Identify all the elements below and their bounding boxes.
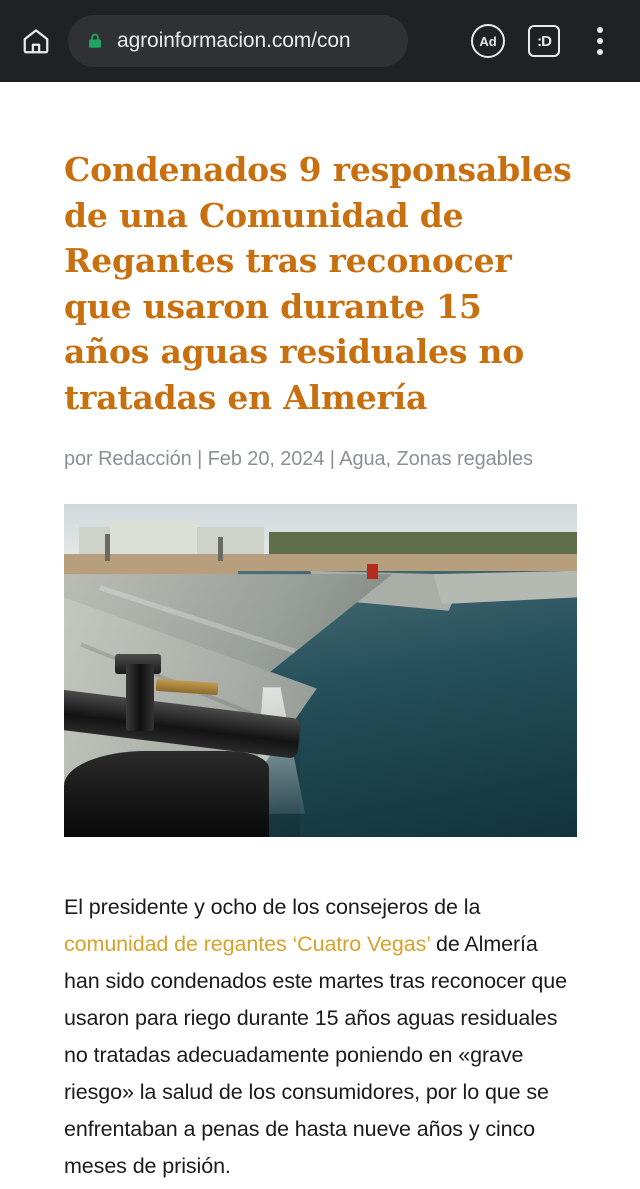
home-icon	[21, 26, 51, 56]
article-page	[0, 82, 640, 1189]
ad-block-button[interactable]	[462, 15, 514, 67]
page-title: Condenados 9 responsables de una Comunidad de Regantes tras reconocer que usaron durante 15 años aguas residuales no tratadas en Almería	[64, 150, 572, 417]
comunidad-regantes-link[interactable]: comunidad de regantes ‘Cuatro Vegas’	[64, 932, 431, 957]
url-text: agroinformacion.com/con	[117, 29, 351, 52]
body-text-rest: de Almería han sido condenados este martes tras reconocer que usaron para riego durante 15 años aguas residuales no tratadas adecuadamente poniendo en «grave riesgo» la salud de los consumidores, por lo que se enfrentaban a penas de hasta nueve años y cinco meses de prisión.	[64, 932, 567, 1178]
kebab-menu-icon	[597, 27, 603, 55]
red-marker	[367, 564, 378, 579]
fence-post	[105, 534, 110, 561]
background-building-white	[110, 521, 197, 558]
browser-toolbar	[0, 0, 640, 82]
article-hero-image	[64, 504, 577, 837]
dino-face-icon: :D	[528, 25, 560, 57]
ad-badge-icon: Ad	[471, 24, 505, 58]
fence-post	[218, 537, 223, 560]
article-body	[64, 889, 576, 1185]
vertical-pipe	[126, 664, 154, 731]
lock-icon	[86, 32, 104, 50]
toolbar-actions	[462, 15, 626, 67]
foreground-pipe	[64, 751, 269, 838]
home-button[interactable]	[14, 19, 58, 63]
article-meta: por Redacción | Feb 20, 2024 | Agua, Zonas regables	[64, 448, 533, 471]
menu-button[interactable]	[574, 15, 626, 67]
dino-mode-button[interactable]	[518, 15, 570, 67]
address-bar[interactable]	[68, 15, 408, 67]
body-text-lead: El presidente y ocho de los consejeros de la	[64, 895, 481, 920]
canal-photo-illustration	[64, 504, 577, 837]
